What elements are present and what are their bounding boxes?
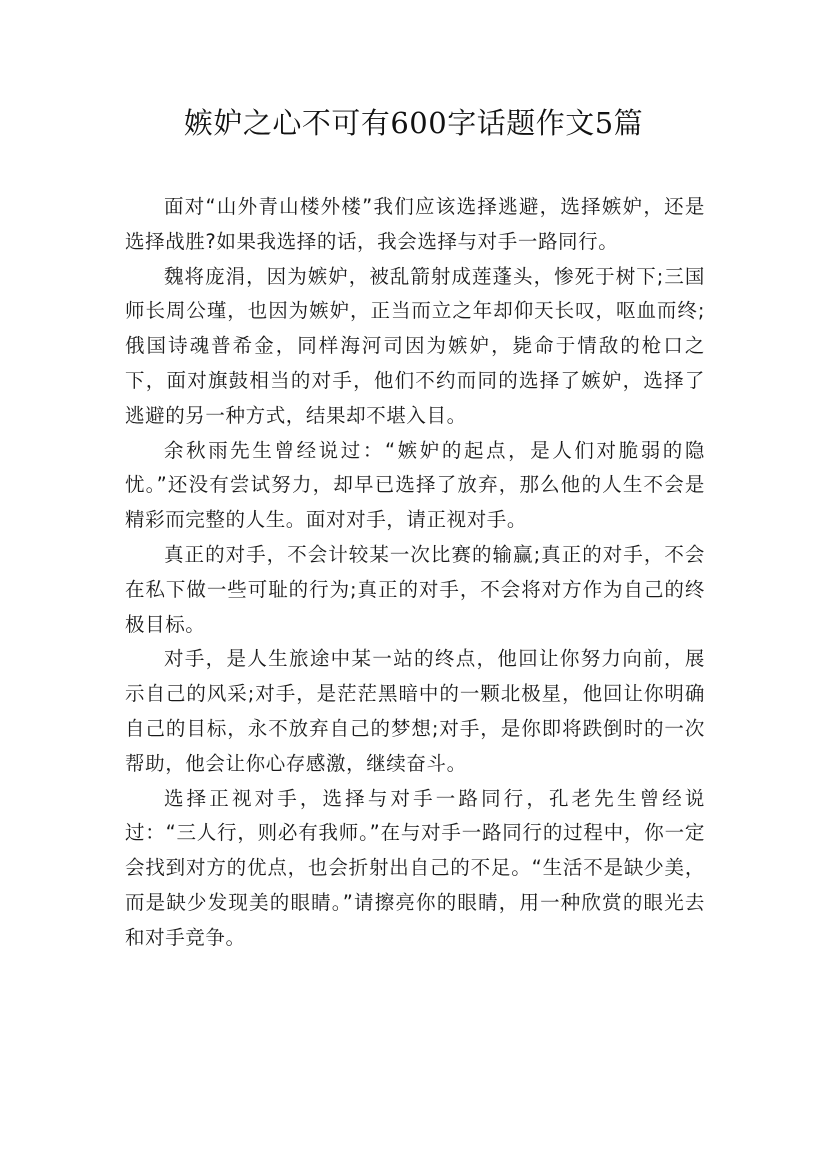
paragraph: 面对“山外青山楼外楼”我们应该选择逃避，选择嫉妒，还是选择战胜?如果我选择的话，我会选择与对手一路同行。 [125,195,705,253]
paragraph: 真正的对手，不会计较某一次比赛的输赢;真正的对手，不会在私下做一些可耻的行为;真正的对手，不会将对方作为自己的终极目标。 [125,542,705,636]
document-title: 嫉妒之心不可有600字话题作文5篇 [183,106,644,140]
paragraph: 选择正视对手，选择与对手一路同行，孔老先生曾经说过：“三人行，则必有我师。”在与对手一路同行的过程中，你一定会找到对方的优点，也会折射出自己的不足。“生活不是缺少美，而是缺少发现美的眼睛。”请擦亮你的眼睛，用一种欣赏的眼光去和对手竞争。 [125,786,705,949]
paragraph: 魏将庞涓，因为嫉妒，被乱箭射成莲蓬头，惨死于树下;三国师长周公瑾，也因为嫉妒，正当而立之年却仰天长叹，呕血而终;俄国诗魂普希金，同样海河司因为嫉妒，毙命于情敌的枪口之下，面对旗鼓相当的对手，他们不约而同的选择了嫉妒，选择了逃避的另一种方式，结果却不堪入目。 [125,264,705,427]
document-body [125,190,705,956]
paragraph: 余秋雨先生曾经说过：“嫉妒的起点，是人们对脆弱的隐忧。”还没有尝试努力，却早已选择了放弃，那么他的人生不会是精彩而完整的人生。面对对手，请正视对手。 [125,438,705,532]
paragraph: 对手，是人生旅途中某一站的终点，他回让你努力向前，展示自己的风采;对手，是茫茫黑暗中的一颗北极星，他回让你明确自己的目标，永不放弃自己的梦想;对手，是你即将跌倒时的一次帮助，他会让你心存感激，继续奋斗。 [125,647,705,775]
